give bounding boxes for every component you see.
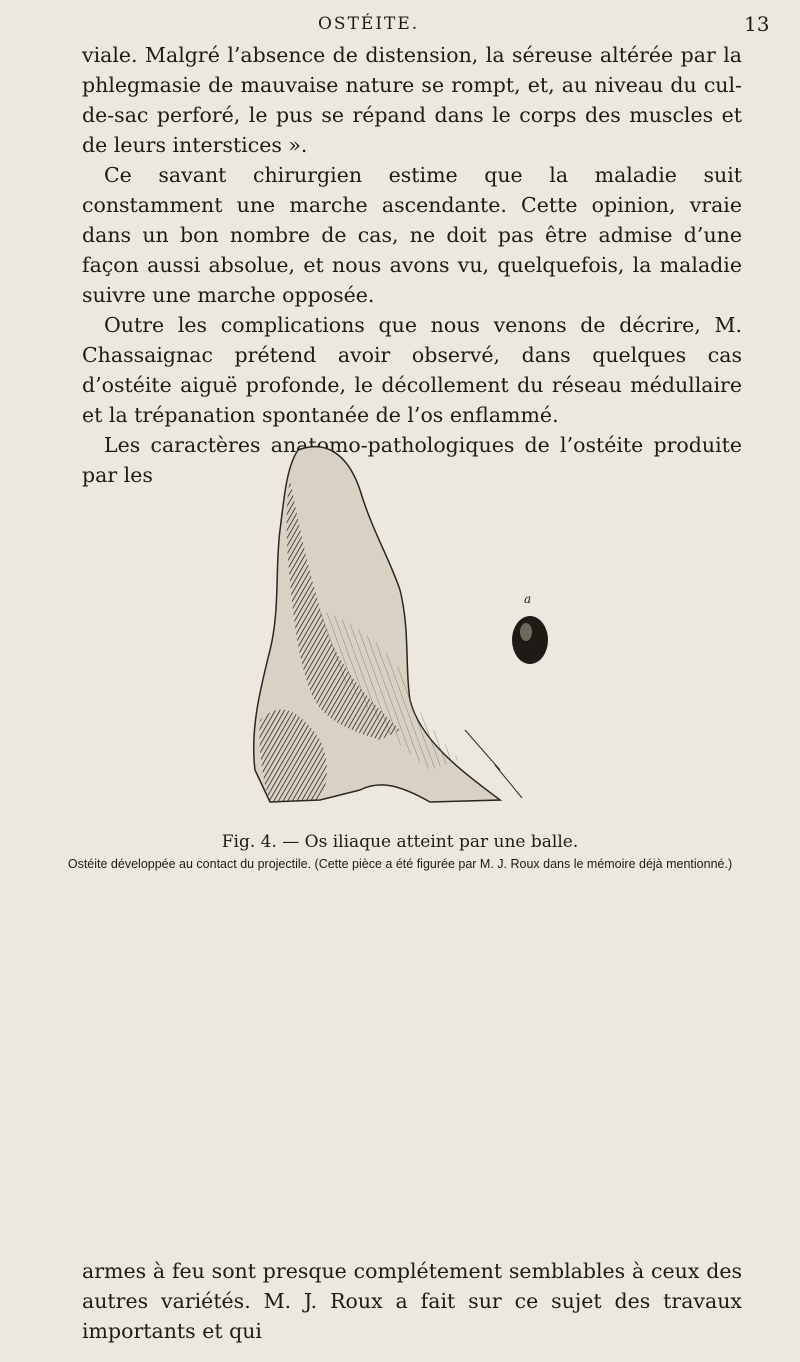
page-header (0, 10, 800, 40)
body-text-bottom (82, 1256, 742, 1346)
paragraph: viale. Malgré l’absence de distension, la séreuse altérée par la phlegmasie de mauvaise nature se rompt, et, au niveau du cul-de-sac perforé, le pus se répand dans le corps des muscles et de leurs interstices ». (82, 43, 742, 157)
projectile (512, 616, 548, 664)
iliac-bone-illustration (200, 440, 600, 820)
paragraph: Les caractères anatomo-pathologiques de l’ostéite produite par les (82, 433, 742, 487)
paragraph: Ce savant chirurgien estime que la maladie suit constamment une marche ascendante. Cette opinion, vraie dans un bon nombre de cas, ne doit pas être admise d’une façon aussi absolue, et nous avons vu, quelquefois, la maladie suivre une marche opposée. (82, 163, 742, 307)
body-text-top (82, 40, 742, 490)
paragraph: armes à feu sont presque complétement semblables à ceux des autres variétés. M. J. Roux a fait sur ce sujet des travaux importants et qui (82, 1259, 742, 1343)
page-number: 13 (744, 12, 770, 36)
caption-title: Fig. 4. — Os iliaque atteint par une balle. (221, 832, 579, 852)
figure-iliac-bone (200, 440, 600, 820)
figure-caption (40, 832, 760, 873)
paragraph: Outre les complications que nous venons de décrire, M. Chassaignac prétend avoir observé, dans quelques cas d’ostéite aiguë profonde, le décollement du réseau médullaire et la trépanation spontanée de l’os enflammé. (82, 313, 742, 427)
caption-note: Ostéite développée au contact du projectile. (Cette pièce a été figurée par M. J. Roux dans le mémoire déjà mentionné.) (67, 857, 733, 871)
running-title: OSTÉITE. (318, 14, 420, 34)
figure-label-a: a (524, 592, 532, 606)
